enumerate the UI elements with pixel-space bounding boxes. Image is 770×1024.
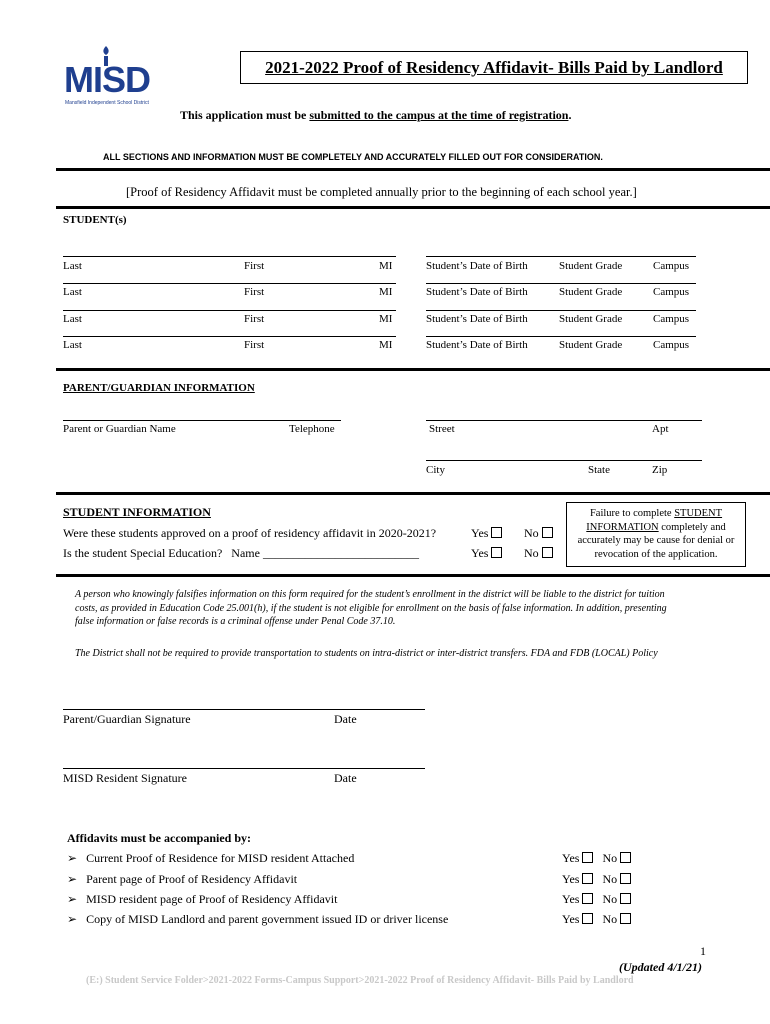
checkbox[interactable]	[491, 547, 502, 558]
grade-label[interactable]: Student Grade	[559, 339, 623, 351]
state-label[interactable]: State	[588, 464, 610, 476]
field-line	[63, 310, 396, 311]
field-line	[426, 283, 696, 284]
last-name-label[interactable]: Last	[63, 313, 82, 325]
grade-label[interactable]: Student Grade	[559, 260, 623, 272]
logo-subtitle: Mansfield Independent School District	[65, 100, 149, 106]
first-name-label[interactable]: First	[244, 313, 265, 325]
approved-question: Were these students approved on a proof of residency affidavit in 2020-2021?	[63, 526, 437, 540]
field-line	[63, 283, 396, 284]
yes-label: Yes	[471, 526, 489, 540]
form-title-box	[240, 51, 748, 84]
apt-label[interactable]: Apt	[652, 423, 669, 435]
divider	[56, 492, 770, 495]
field-line	[63, 336, 396, 337]
parent-heading: PARENT/GUARDIAN INFORMATION	[63, 382, 255, 394]
special-ed-yes[interactable]	[471, 546, 502, 561]
campus-label[interactable]: Campus	[653, 286, 690, 298]
mi-label[interactable]: MI	[379, 313, 393, 325]
resident-date-label[interactable]: Date	[334, 771, 357, 785]
logo-text: MISD	[64, 59, 150, 100]
updated-date: (Updated 4/1/21)	[619, 960, 702, 974]
divider	[56, 574, 770, 577]
falsification-warning: A person who knowingly falsifies information on this form required for the student’s enrollment in the district will be liable to the district for tuition costs, as provided in Education Code 25.001(h), if the student is not eligible for enrollment on the basis of false information. In addition, presenting false information or false records is a criminal offense under Penal Code 37.10.	[75, 589, 667, 627]
checkbox[interactable]	[620, 893, 631, 904]
student-info-heading: STUDENT INFORMATION	[63, 505, 211, 519]
checkbox[interactable]	[582, 893, 593, 904]
signature-line	[63, 709, 425, 710]
checkbox[interactable]	[582, 873, 593, 884]
last-name-label[interactable]: Last	[63, 260, 82, 272]
list-item: ➢ Parent page of Proof of Residency Affidavit	[67, 872, 298, 886]
arrow-bullet-icon: ➢	[67, 912, 78, 926]
annual-note: [Proof of Residency Affidavit must be completed annually prior to the beginning of each school year.]	[126, 185, 637, 199]
checkbox[interactable]	[620, 852, 631, 863]
checkbox[interactable]	[582, 913, 593, 924]
dob-label[interactable]: Student’s Date of Birth	[426, 313, 528, 325]
city-label[interactable]: City	[426, 464, 445, 476]
grade-label[interactable]: Student Grade	[559, 313, 623, 325]
parent-name-label[interactable]: Parent or Guardian Name	[63, 423, 176, 435]
divider	[56, 168, 770, 171]
field-line	[426, 310, 696, 311]
divider	[56, 368, 770, 371]
misd-logo	[62, 44, 162, 110]
first-name-label[interactable]: First	[244, 339, 265, 351]
arrow-bullet-icon: ➢	[67, 851, 78, 865]
approved-yes[interactable]	[471, 526, 502, 541]
checkbox[interactable]	[620, 873, 631, 884]
checkbox[interactable]	[491, 527, 502, 538]
no-label: No	[524, 526, 539, 540]
last-name-label[interactable]: Last	[63, 339, 82, 351]
zip-label[interactable]: Zip	[652, 464, 668, 476]
submission-instruction: This application must be submitted to the campus at the time of registration.	[180, 108, 572, 122]
field-line	[426, 336, 696, 337]
field-line	[63, 256, 396, 257]
no-label: No	[524, 546, 539, 560]
first-name-label[interactable]: First	[244, 260, 265, 272]
first-name-label[interactable]: First	[244, 286, 265, 298]
checkbox[interactable]	[542, 547, 553, 558]
special-ed-no[interactable]	[524, 546, 553, 561]
dob-label[interactable]: Student’s Date of Birth	[426, 286, 528, 298]
parent-signature-label[interactable]: Parent/Guardian Signature	[63, 712, 191, 726]
yes-no-pair[interactable]: Yes No	[562, 912, 631, 927]
arrow-bullet-icon: ➢	[67, 892, 78, 906]
divider	[56, 206, 770, 209]
last-name-label[interactable]: Last	[63, 286, 82, 298]
yes-no-pair[interactable]: Yes No	[562, 872, 631, 887]
dob-label[interactable]: Student’s Date of Birth	[426, 339, 528, 351]
street-label[interactable]: Street	[429, 423, 455, 435]
parent-date-label[interactable]: Date	[334, 712, 357, 726]
yes-no-pair[interactable]: Yes No	[562, 892, 631, 907]
checkbox[interactable]	[620, 913, 631, 924]
accompany-heading: Affidavits must be accompanied by:	[67, 831, 252, 845]
yes-no-pair[interactable]: Yes No	[562, 851, 631, 866]
student-name-field[interactable]: Name __________________________	[231, 546, 419, 560]
file-path: (E:) Student Service Folder>2021-2022 Forms-Campus Support>2021-2022 Proof of Residency Affidavit- Bills Paid by Landlord	[86, 975, 634, 986]
transportation-notice: The District shall not be required to provide transportation to students on intra-district or inter-district transfers. FDA and FDB (LOCAL) Policy	[75, 648, 658, 659]
field-line	[63, 420, 341, 421]
failure-notice-box: Failure to complete STUDENT INFORMATION completely and accurately may be cause for denial or revocation of the application.	[566, 502, 746, 567]
list-item: ➢ MISD resident page of Proof of Residency Affidavit	[67, 892, 338, 906]
grade-label[interactable]: Student Grade	[559, 286, 623, 298]
yes-label: Yes	[471, 546, 489, 560]
telephone-label[interactable]: Telephone	[289, 423, 335, 435]
campus-label[interactable]: Campus	[653, 339, 690, 351]
resident-signature-label[interactable]: MISD Resident Signature	[63, 771, 187, 785]
field-line	[426, 420, 702, 421]
mi-label[interactable]: MI	[379, 260, 393, 272]
checkbox[interactable]	[542, 527, 553, 538]
field-line	[426, 460, 702, 461]
checkbox[interactable]	[582, 852, 593, 863]
mi-label[interactable]: MI	[379, 286, 393, 298]
students-heading: STUDENT(s)	[63, 214, 127, 226]
all-sections-notice: ALL SECTIONS AND INFORMATION MUST BE COMPLETELY AND ACCURATELY FILLED OUT FOR CONSIDERATION.	[103, 152, 603, 162]
page-number: 1	[700, 944, 706, 958]
dob-label[interactable]: Student’s Date of Birth	[426, 260, 528, 272]
list-item: ➢ Current Proof of Residence for MISD resident Attached	[67, 851, 355, 865]
special-ed-question: Is the student Special Education? Name __________________________	[63, 546, 419, 560]
campus-label[interactable]: Campus	[653, 260, 690, 272]
signature-line	[63, 768, 425, 769]
arrow-bullet-icon: ➢	[67, 872, 78, 886]
field-line	[426, 256, 696, 257]
approved-no[interactable]	[524, 526, 553, 541]
campus-label[interactable]: Campus	[653, 313, 690, 325]
mi-label[interactable]: MI	[379, 339, 393, 351]
form-title: 2021-2022 Proof of Residency Affidavit- Bills Paid by Landlord	[265, 58, 723, 77]
list-item: ➢ Copy of MISD Landlord and parent government issued ID or driver license	[67, 912, 449, 926]
